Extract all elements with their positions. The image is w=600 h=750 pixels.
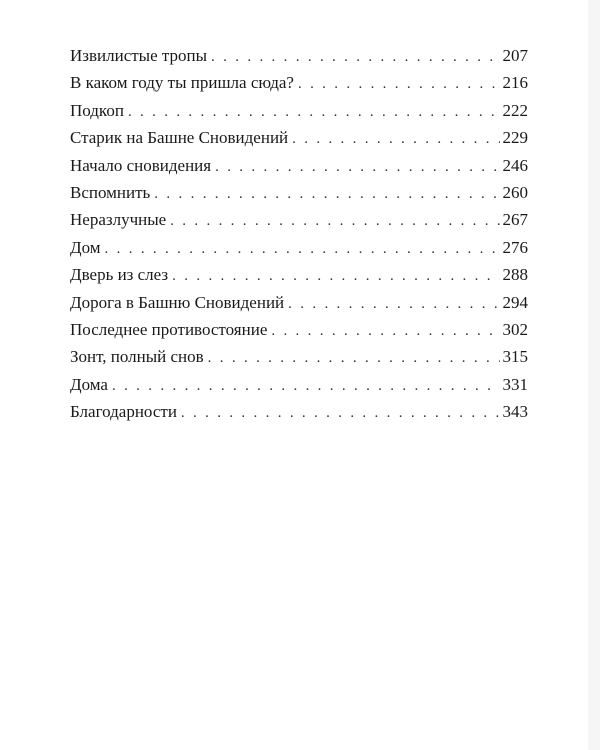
toc-entry xyxy=(70,343,528,370)
toc-dot-leader xyxy=(112,373,500,400)
toc-entry-title: Подкоп xyxy=(70,100,124,120)
toc-entry-page: 331 xyxy=(502,374,528,394)
toc-entry xyxy=(70,371,528,398)
toc-dot-leader xyxy=(170,208,499,235)
toc-entry-title: Дом xyxy=(70,237,101,257)
toc-entry-page: 246 xyxy=(502,155,528,175)
toc-entry-page: 260 xyxy=(502,182,528,202)
toc-entry-title: Дорога в Башню Сновидений xyxy=(70,292,285,312)
toc-dot-leader xyxy=(128,99,500,126)
table-of-contents xyxy=(70,42,528,425)
toc-dot-leader xyxy=(271,318,499,345)
toc-entry-title: Дома xyxy=(70,374,108,394)
toc-dot-leader xyxy=(154,181,499,208)
toc-entry-title: Благодарности xyxy=(70,402,177,422)
toc-dot-leader xyxy=(215,154,499,181)
toc-entry-title: Извилистые тропы xyxy=(70,46,208,65)
toc-dot-leader xyxy=(208,345,500,372)
page-edge xyxy=(588,0,600,750)
toc-entry xyxy=(70,316,528,343)
toc-entry xyxy=(70,152,528,179)
toc-entry xyxy=(70,289,528,316)
toc-entry xyxy=(70,179,528,206)
toc-dot-leader xyxy=(288,291,499,318)
toc-entry-page: 222 xyxy=(502,100,528,120)
toc-dot-leader xyxy=(292,126,499,153)
toc-entry-title: Последнее противостояние xyxy=(70,319,268,339)
toc-dot-leader xyxy=(211,44,499,71)
toc-entry-page: 343 xyxy=(502,402,528,422)
toc-entry-page: 267 xyxy=(502,210,528,230)
toc-entry-page: 315 xyxy=(502,347,528,367)
toc-dot-leader xyxy=(181,400,500,427)
toc-entry-title: Неразлучные xyxy=(70,210,167,230)
toc-entry-title: Начало сновидения xyxy=(70,155,212,175)
toc-entry-title: В каком году ты пришла сюда? xyxy=(70,73,294,93)
toc-entry xyxy=(70,124,528,151)
toc-entry xyxy=(70,206,528,233)
toc-entry-page: 216 xyxy=(502,73,528,93)
toc-entry-page: 276 xyxy=(502,237,528,257)
toc-entry xyxy=(70,69,528,96)
toc-entry-page: 229 xyxy=(502,128,528,148)
toc-entry xyxy=(70,97,528,124)
toc-dot-leader xyxy=(105,236,500,263)
toc-entry-title: Вспомнить xyxy=(70,182,151,202)
toc-entry xyxy=(70,234,528,261)
toc-dot-leader xyxy=(172,263,499,290)
toc-entry xyxy=(70,398,528,425)
toc-entry-page: 288 xyxy=(502,265,528,285)
toc-dot-leader xyxy=(298,71,500,98)
toc-entry-page: 207 xyxy=(502,46,528,65)
toc-entry-title: Старик на Башне Сновидений xyxy=(70,128,289,148)
toc-entry xyxy=(70,42,528,69)
toc-entry-title: Зонт, полный снов xyxy=(70,347,204,367)
toc-entry-page: 294 xyxy=(502,292,528,312)
toc-entry-title: Дверь из слез xyxy=(70,265,169,285)
toc-entry xyxy=(70,261,528,288)
toc-entry-page: 302 xyxy=(502,319,528,339)
